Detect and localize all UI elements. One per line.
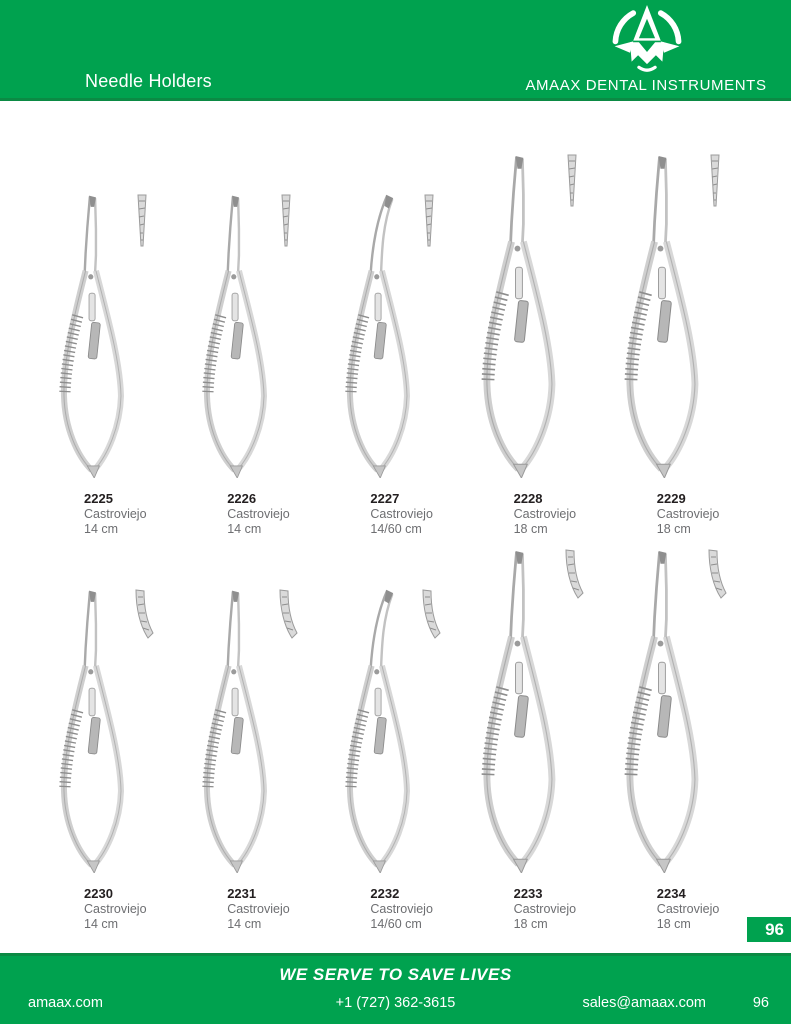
product-image	[324, 541, 467, 873]
product-row-2	[38, 541, 754, 932]
product-name: Castroviejo	[513, 506, 577, 521]
product-code: 2233	[513, 886, 543, 901]
product-cell-2230	[38, 541, 181, 932]
product-image	[468, 541, 611, 873]
product-size: 18 cm	[656, 522, 691, 537]
product-cell-2228	[468, 146, 611, 537]
footer-email-link[interactable]: sales@amaax.com	[582, 995, 706, 1011]
product-name: Castroviejo	[656, 901, 720, 916]
product-label	[468, 491, 611, 537]
product-label	[38, 491, 181, 537]
product-cell-2225	[38, 146, 181, 537]
product-code: 2234	[656, 886, 686, 901]
tip-detail-illustration	[273, 192, 299, 254]
product-name: Castroviejo	[513, 901, 577, 916]
tip-detail-illustration	[416, 192, 442, 254]
product-image	[468, 146, 611, 478]
product-image	[181, 541, 324, 873]
tip-detail-illustration	[416, 587, 442, 649]
product-name: Castroviejo	[227, 506, 290, 521]
product-code: 2225	[84, 491, 113, 506]
product-cell-2232	[324, 541, 467, 932]
brand-name: AMAAX DENTAL INSTRUMENTS	[525, 77, 767, 94]
footer-contact-row	[0, 995, 791, 1017]
product-code: 2228	[513, 491, 543, 506]
product-label	[468, 886, 611, 932]
product-image	[38, 541, 181, 873]
product-size: 14/60 cm	[370, 917, 422, 932]
product-size: 14 cm	[84, 522, 119, 537]
product-name: Castroviejo	[84, 506, 147, 521]
page-number-tab: 96	[747, 917, 791, 942]
product-cell-2229	[611, 146, 754, 537]
page-title: Needle Holders	[85, 71, 212, 91]
product-label	[38, 886, 181, 932]
header-bar	[0, 0, 791, 101]
tip-detail-illustration	[273, 587, 299, 649]
tip-detail-illustration	[702, 547, 728, 609]
product-code: 2227	[370, 491, 400, 506]
product-code: 2230	[84, 886, 113, 901]
product-cell-2233	[468, 541, 611, 932]
product-image	[611, 146, 754, 478]
tip-detail-illustration	[702, 152, 728, 214]
product-size: 18 cm	[656, 917, 691, 932]
product-size: 14 cm	[227, 522, 262, 537]
product-code: 2232	[370, 886, 400, 901]
product-cell-2234	[611, 541, 754, 932]
product-name: Castroviejo	[370, 506, 433, 521]
product-code: 2231	[227, 886, 257, 901]
product-size: 18 cm	[513, 917, 548, 932]
product-label	[611, 491, 754, 537]
product-label	[611, 886, 754, 932]
product-image	[38, 146, 181, 478]
product-label	[324, 491, 467, 537]
tip-detail-illustration	[129, 192, 155, 254]
footer-website-link[interactable]: amaax.com	[28, 995, 103, 1011]
product-label	[181, 886, 324, 932]
product-name: Castroviejo	[84, 901, 147, 916]
product-name: Castroviejo	[227, 901, 290, 916]
product-cell-2227	[324, 146, 467, 537]
product-size: 14/60 cm	[370, 522, 422, 537]
product-size: 14 cm	[227, 917, 262, 932]
footer-tagline: WE SERVE TO SAVE LIVES	[279, 965, 512, 984]
product-image	[181, 146, 324, 478]
product-code: 2229	[656, 491, 686, 506]
product-row-1	[38, 146, 754, 537]
footer-bar	[0, 953, 791, 1024]
footer-phone-link[interactable]: +1 (727) 362-3615	[335, 995, 456, 1011]
amaax-logo-icon	[604, 5, 690, 73]
product-cell-2226	[181, 146, 324, 537]
product-image	[611, 541, 754, 873]
tip-detail-illustration	[129, 587, 155, 649]
product-name: Castroviejo	[370, 901, 433, 916]
product-name: Castroviejo	[656, 506, 720, 521]
tip-detail-illustration	[559, 547, 585, 609]
product-cell-2231	[181, 541, 324, 932]
tip-detail-illustration	[559, 152, 585, 214]
product-size: 14 cm	[84, 917, 119, 932]
product-label	[324, 886, 467, 932]
product-size: 18 cm	[513, 522, 548, 537]
product-label	[181, 491, 324, 537]
product-image	[324, 146, 467, 478]
footer-page-number: 96	[752, 995, 769, 1011]
product-code: 2226	[227, 491, 257, 506]
